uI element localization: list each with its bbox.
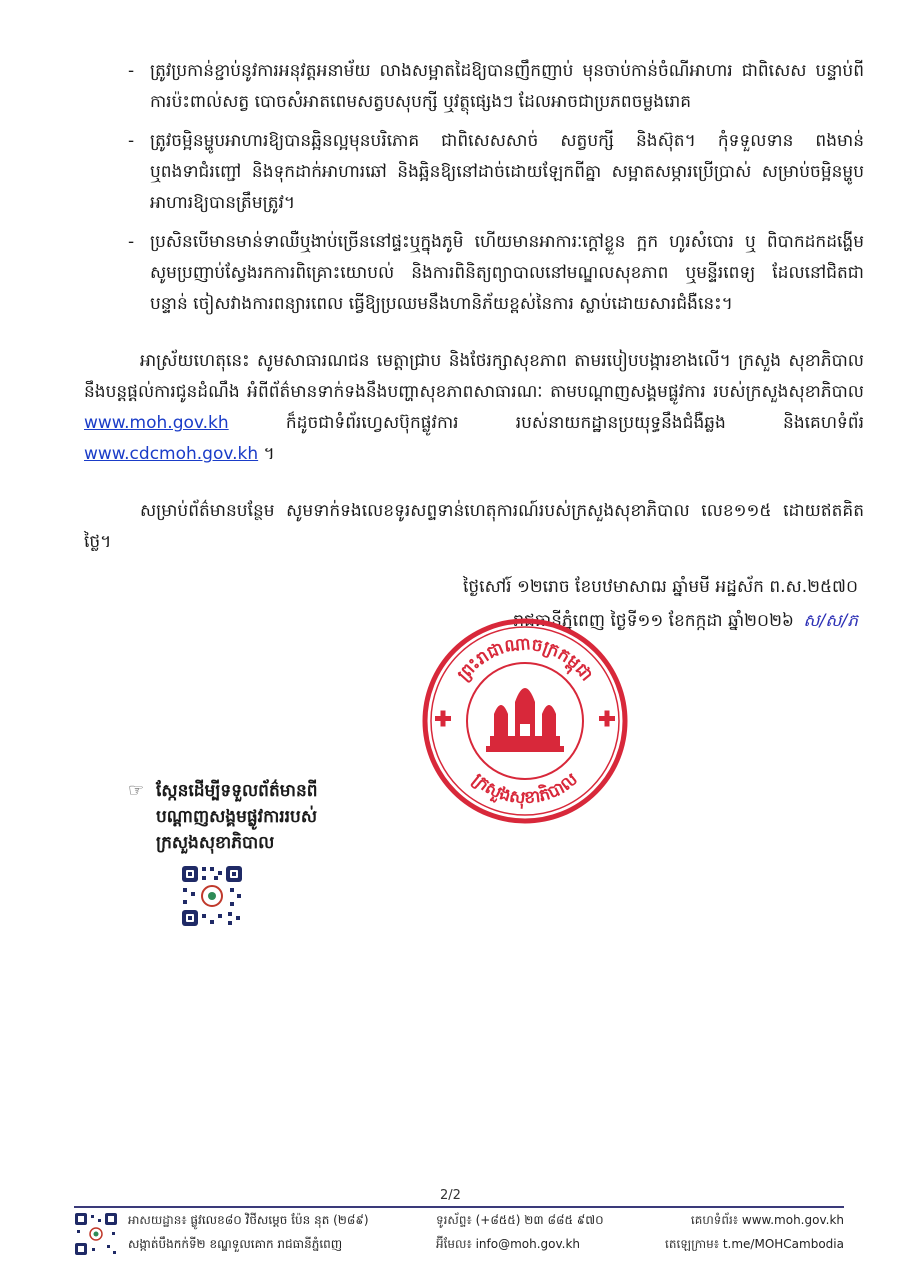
footer-address [128, 1208, 369, 1256]
scan-prompt-line: ក្រសួងសុខាភិបាល [156, 833, 275, 853]
email-label: អ៊ីមែល៖ [436, 1237, 472, 1251]
bullet-dash: - [128, 61, 135, 81]
bullet-item-symptoms [128, 227, 864, 320]
red-cross-icon-left [435, 711, 451, 727]
solar-date: រាជធានីភ្នំពេញ ថ្ងៃទី១១ ខែកក្កដា ឆ្នាំ២០២៦ [513, 611, 794, 631]
bullet-dash: - [128, 232, 135, 252]
scan-prompt [128, 778, 348, 856]
advisory-paragraph [84, 346, 864, 470]
paragraph-text: ក៏ដូចជាទំព័រហ្វេសប៊ុកផ្លូវការ របស់នាយកដ្ឋានប្រយុទ្ធនឹងជំងឺឆ្លង និងគេហទំព័រ [285, 413, 864, 433]
angkor-temple-icon [486, 688, 564, 752]
handwritten-initials: ស/ស/ភ [803, 611, 858, 631]
paragraph-text: អាស្រ័យហេតុនេះ សូមសាធារណជន មេត្តាជ្រាប និងថែរក្សាសុខភាព តាមរបៀបបង្ការខាងលើ។ ក្រសួង សុខាភិបាលនឹងបន្តផ្តល់ការជូនដំណឹង អំពីព័ត៌មានទាក់ទងនឹងបញ្ហាសុខភាពសាធារណៈ តាមបណ្តាញសង្គមផ្លូវការ របស់ក្រសួងសុខាភិបាល [84, 351, 864, 402]
footer-contact [436, 1208, 604, 1256]
footer-phone-line [436, 1208, 604, 1232]
address-line1: ផ្លូវលេខ៨០ វិថីសម្តេច ប៉ែន នុត (២៨៩) [190, 1213, 369, 1227]
bullet-item-cooking [128, 126, 864, 219]
seal-bottom-text: ក្រសួងសុខាភិបាល [468, 769, 582, 809]
moh-website-link[interactable]: www.moh.gov.kh [84, 413, 229, 433]
bullet-text: ត្រូវប្រកាន់ខ្ជាប់នូវការអនុវត្តអនាម័យ លាងសម្អាតដៃឱ្យបានញឹកញាប់ មុនចាប់កាន់ចំណីអាហារ ជាពិសេស បន្ទាប់ពីការប៉ះពាល់សត្វ បោចសំអាតពេមសត្វបសុបក្សី ឬវត្ថុផ្សេងៗ ដែលអាចជាប្រភពចម្លងរោគ [150, 61, 864, 112]
scan-prompt-line: ស្កែនដើម្បីទទួលព័ត៌មានពី [156, 781, 318, 801]
web-value[interactable]: www.moh.gov.kh [741, 1213, 844, 1227]
paragraph-end: ។ [263, 444, 275, 464]
seal-top-text: ព្រះរាជាណាចក្រកម្ពុជា [453, 634, 597, 686]
phone-label: ទូរស័ព្ទ៖ [436, 1213, 472, 1227]
qr-code-icon[interactable] [180, 864, 244, 928]
scan-prompt-line: បណ្តាញសង្គមផ្លូវការរបស់ [156, 807, 318, 827]
email-value[interactable]: info@moh.gov.kh [475, 1237, 581, 1251]
footer-web-line [665, 1208, 844, 1232]
cdc-website-link[interactable]: www.cdcmoh.gov.kh [84, 444, 259, 464]
footer-online [665, 1208, 844, 1256]
bullet-text: ត្រូវចម្អិនម្ហូបអាហារឱ្យបានឆ្អិនល្អមុនបរិភោគ ជាពិសេសសាច់ សត្វបក្សី និងស៊ុត។ កុំទទួលទាន ពងមាន់ ឬពងទាជំរញ្ជៅ និងទុកដាក់អាហារឆៅ និងឆ្អិនឱ្យនៅដាច់ដោយឡែកពីគ្នា សម្អាតសម្ភារប្រើប្រាស់ សម្រាប់ចម្អិនម្ហូបអាហារឱ្យបានត្រឹមត្រូវ។ [150, 131, 864, 213]
footer-address-line [128, 1208, 369, 1232]
address-line2: សង្កាត់បឹងកក់ទី២ ខណ្ឌទួលគោក រាជធានីភ្នំពេញ [128, 1237, 343, 1251]
bullet-text: ប្រសិនបើមានមាន់ទាឈឺឬងាប់ច្រើននៅផ្ទះឬក្នុងភូមិ ហើយមានអាការៈក្តៅខ្លួន ក្អក ហូរសំបោរ ឬ ពិបាកដកដង្ហើម សូមប្រញាប់ស្វែងរកការពិគ្រោះយោបល់ និងការពិនិត្យព្យាបាលនៅមណ្ឌលសុខភាព ឬមន្ទីរពេទ្យ ដែលនៅជិតជាបន្ទាន់ ចៀសវាងការពន្យារពេល ធ្វើឱ្យប្រឈមនឹងហានិភ័យខ្ពស់នៃការ ស្លាប់ដោយសារជំងឺនេះ។ [150, 232, 864, 314]
hotline-paragraph: សម្រាប់ព័ត៌មានបន្ថែម សូមទាក់ទងលេខទូរសព្ទទាន់ហេតុការណ៍របស់ក្រសួងសុខាភិបាល លេខ១១៥ ដោយឥតគិតថ្លៃ។ [84, 501, 864, 552]
bullet-dash: - [128, 131, 135, 151]
telegram-value[interactable]: t.me/MOHCambodia [722, 1237, 844, 1251]
seal-graphic [420, 616, 630, 826]
bullet-item-hygiene [128, 56, 864, 118]
footer-telegram-line [665, 1232, 844, 1256]
pointing-hand-icon: ☞ [128, 780, 145, 801]
footer-qr-code-icon[interactable] [74, 1212, 118, 1256]
prevention-bullet-list [128, 56, 864, 328]
page-number: 2/2 [440, 1188, 461, 1203]
phone-value: (+៨៥៥) ២៣ ៨៨៥ ៩៧០ [475, 1213, 604, 1227]
lunar-date: ថ្ងៃសៅរ៍ ១២រោច ខែបឋមាសាឍ ឆ្នាំមមី អដ្ឋស័ក ព.ស.២៥៧០ [462, 577, 858, 597]
footer-email-line [436, 1232, 604, 1256]
web-label: គេហទំព័រ៖ [690, 1213, 739, 1227]
ministry-seal [420, 616, 630, 826]
telegram-label: តេឡេក្រាម៖ [665, 1237, 720, 1251]
address-label: អាសយដ្ឋាន៖ [128, 1213, 187, 1227]
red-cross-icon-right [599, 711, 615, 727]
